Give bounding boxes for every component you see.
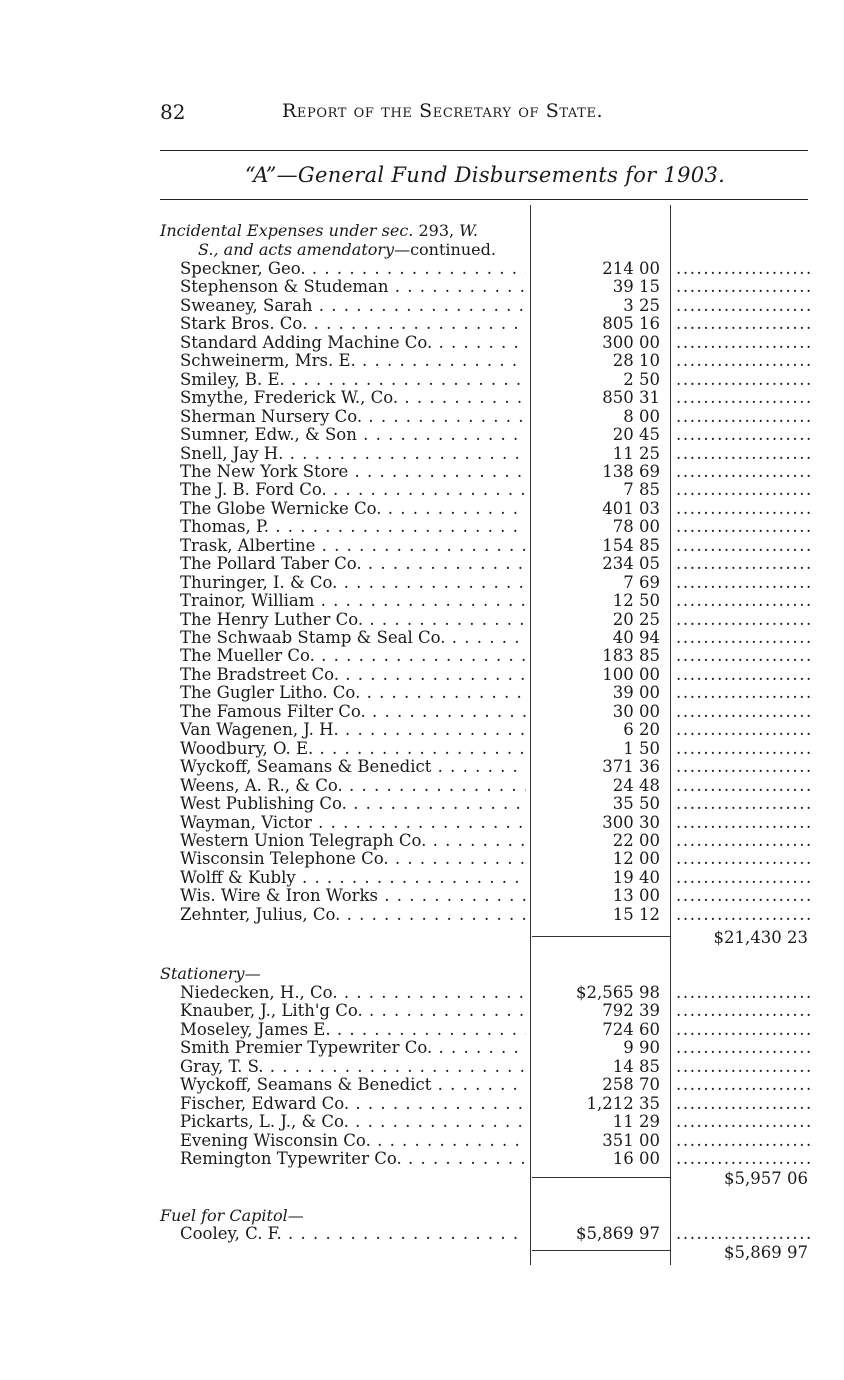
payee-name: Smiley, B. E. . . . (180, 370, 526, 389)
payee-amount: 7 85 (623, 480, 660, 500)
total-column-leader (676, 314, 810, 333)
payee-amount: 2 50 (623, 369, 660, 389)
subtotal-rule (532, 1177, 670, 1178)
total-column-leader (676, 554, 810, 573)
ledger-row (0, 905, 844, 924)
payee-name: Woodbury, O. E. . . . (180, 739, 526, 758)
payee-name: Gray, T. S. . . . (180, 1057, 526, 1076)
ledger-row (0, 702, 844, 721)
page-number: 82 (160, 100, 186, 124)
table-caption: “A”—General Fund Disbursements for 1903. (244, 163, 726, 187)
total-column-leader (676, 665, 810, 684)
payee-amount: 78 00 (612, 517, 660, 537)
total-column-leader (676, 1094, 810, 1113)
payee-amount: 11 29 (612, 1112, 660, 1132)
payee-name: Wolff & Kubly . . . (180, 868, 526, 887)
caption-rule (160, 199, 808, 200)
payee-name: Pickarts, L. J., & Co. . . . (180, 1112, 526, 1131)
payee-name: Stephenson & Studeman . . . (180, 277, 526, 296)
ledger-row (0, 813, 844, 832)
top-rule (160, 150, 808, 151)
ledger-row (0, 1094, 844, 1113)
payee-name: Van Wagenen, J. H. . . . (180, 720, 526, 739)
total-column-leader (676, 813, 810, 832)
ledger-row (0, 554, 844, 573)
ledger-row (0, 776, 844, 795)
total-column-leader (676, 702, 810, 721)
payee-name: Knauber, J., Lith'g Co. . . . (180, 1001, 526, 1020)
payee-amount: 28 10 (612, 351, 660, 371)
payee-name: Sumner, Edw., & Son . . . (180, 425, 526, 444)
ledger-row (0, 296, 844, 315)
ledger-row (0, 388, 844, 407)
ledger-row (0, 646, 844, 665)
payee-name: The Globe Wernicke Co. . . . (180, 499, 526, 518)
payee-name: Wyckoff, Seamans & Benedict . . . (180, 1075, 526, 1094)
total-column-leader (676, 277, 810, 296)
payee-name: Cooley, C. F. . . . (180, 1224, 526, 1243)
payee-amount: 20 25 (612, 609, 660, 629)
payee-name: West Publishing Co. . . . (180, 794, 526, 813)
ledger-row (0, 1149, 844, 1168)
section-total: $5,869 97 (724, 1243, 808, 1262)
heading-part: S., and acts amendatory (198, 240, 395, 259)
payee-name: The Famous Filter Co. . . . (180, 702, 526, 721)
total-column-leader (676, 591, 810, 610)
total-column-leader (676, 610, 810, 629)
payee-amount: 39 00 (612, 683, 660, 703)
total-column-leader (676, 683, 810, 702)
total-column-leader (676, 259, 810, 278)
total-column-leader (676, 1057, 810, 1076)
page-header (160, 100, 810, 130)
payee-name: Schweinerm, Mrs. E. . . . (180, 351, 526, 370)
total-column-leader (676, 1149, 810, 1168)
payee-amount: 154 85 (602, 535, 660, 555)
payee-name: The Henry Luther Co. . . . (180, 610, 526, 629)
payee-name: Thuringer, I. & Co. . . . (180, 573, 526, 592)
payee-name: Trask, Albertine . . . (180, 536, 526, 555)
payee-name: Trainor, William . . . (180, 591, 526, 610)
payee-amount: 300 00 (602, 332, 660, 352)
payee-amount: 401 03 (602, 498, 660, 518)
total-column-leader (676, 351, 810, 370)
payee-name: Smith Premier Typewriter Co. . . . (180, 1038, 526, 1057)
payee-amount: 12 50 (612, 591, 660, 611)
payee-amount: 138 69 (602, 461, 660, 481)
payee-name: Standard Adding Machine Co. . . . (180, 333, 526, 352)
payee-name: Weens, A. R., & Co. . . . (180, 776, 526, 795)
payee-amount: 100 00 (602, 664, 660, 684)
payee-amount: 13 00 (612, 886, 660, 906)
ledger-row (0, 1020, 844, 1039)
payee-name: Thomas, P. . . . (180, 517, 526, 536)
total-column-leader (676, 444, 810, 463)
ledger-row (0, 886, 844, 905)
ledger-row (0, 849, 844, 868)
ledger-row (0, 444, 844, 463)
ledger-row (0, 831, 844, 850)
ledger-row (0, 868, 844, 887)
ledger-row (0, 462, 844, 481)
payee-amount: 39 15 (612, 277, 660, 297)
total-column-leader (676, 1112, 810, 1131)
ledger-row (0, 259, 844, 278)
ledger-row (0, 739, 844, 758)
ledger-row (0, 314, 844, 333)
payee-amount: $2,565 98 (576, 983, 660, 1002)
payee-name: Stark Bros. Co. . . . (180, 314, 526, 333)
total-column-leader (676, 296, 810, 315)
ledger-row (0, 536, 844, 555)
payee-amount: 22 00 (612, 830, 660, 850)
ledger-row (0, 499, 844, 518)
payee-amount: 8 00 (623, 406, 660, 426)
payee-name: Zehnter, Julius, Co. . . . (180, 905, 526, 924)
ledger-row (0, 757, 844, 776)
payee-name: Wyckoff, Seamans & Benedict . . . (180, 757, 526, 776)
total-column-leader (676, 517, 810, 536)
ledger-row (0, 628, 844, 647)
ledger-row (0, 1131, 844, 1150)
payee-amount: 40 94 (612, 628, 660, 647)
total-column-leader (676, 983, 810, 1002)
total-column-leader (676, 849, 810, 868)
payee-amount: 792 39 (602, 1001, 660, 1021)
payee-name: Wis. Wire & Iron Works . . . (180, 886, 526, 905)
ledger-row (0, 351, 844, 370)
ledger-row (0, 1112, 844, 1131)
total-column-leader (676, 1131, 810, 1150)
total-column-leader (676, 776, 810, 795)
payee-amount: 15 12 (612, 904, 660, 924)
ledger-row (0, 610, 844, 629)
column-rule-left (530, 205, 531, 1265)
total-column-leader (676, 886, 810, 905)
total-column-leader (676, 536, 810, 555)
ledger-row (0, 1075, 844, 1094)
payee-name: The New York Store . . . (180, 462, 526, 481)
total-column-leader (676, 1224, 810, 1243)
ledger-row (0, 983, 844, 1002)
payee-amount: 19 40 (612, 867, 660, 887)
total-column-leader (676, 1001, 810, 1020)
payee-name: Wayman, Victor . . . (180, 813, 526, 832)
ledger-row (0, 591, 844, 610)
total-column-leader (676, 868, 810, 887)
total-column-leader (676, 794, 810, 813)
payee-amount: 30 00 (612, 701, 660, 721)
total-column-leader (676, 333, 810, 352)
payee-name: Fischer, Edward Co. . . . (180, 1094, 526, 1113)
heading-part: 293, (413, 221, 460, 240)
payee-name: Speckner, Geo. . . . (180, 259, 526, 278)
ledger-row (0, 370, 844, 389)
payee-amount: 14 85 (612, 1056, 660, 1076)
ledger-row (0, 480, 844, 499)
ledger-row (0, 1001, 844, 1020)
section-total: $21,430 23 (713, 928, 808, 947)
total-column-leader (676, 757, 810, 776)
total-column-leader (676, 905, 810, 924)
payee-amount: 7 69 (623, 572, 660, 592)
payee-amount: 12 00 (612, 849, 660, 869)
payee-amount: 214 00 (602, 259, 660, 278)
payee-amount: 1 50 (623, 738, 660, 758)
payee-amount: 9 90 (623, 1038, 660, 1058)
ledger-row (0, 573, 844, 592)
total-column-leader (676, 739, 810, 758)
payee-amount: 11 25 (612, 443, 660, 463)
total-column-leader (676, 480, 810, 499)
payee-name: The Bradstreet Co. . . . (180, 665, 526, 684)
payee-amount: 351 00 (602, 1130, 660, 1150)
payee-name: Smythe, Frederick W., Co. . . . (180, 388, 526, 407)
payee-amount: 24 48 (612, 775, 660, 795)
payee-name: The Pollard Taber Co. . . . (180, 554, 526, 573)
payee-amount: 850 31 (602, 388, 660, 408)
payee-name: Niedecken, H., Co. . . . (180, 983, 526, 1002)
ledger-row (0, 333, 844, 352)
payee-name: Western Union Telegraph Co. . . . (180, 831, 526, 850)
ledger-row (0, 277, 844, 296)
ledger-row (0, 720, 844, 739)
ledger-row (0, 1038, 844, 1057)
payee-amount: 35 50 (612, 794, 660, 814)
payee-name: The Schwaab Stamp & Seal Co. . . . (180, 628, 526, 647)
total-column-leader (676, 462, 810, 481)
section-heading-fuel: Fuel for Capitol— (160, 1206, 304, 1225)
payee-amount: 183 85 (602, 646, 660, 666)
payee-amount: 3 25 (623, 295, 660, 315)
payee-name: The Gugler Litho. Co. . . . (180, 683, 526, 702)
payee-amount: 6 20 (623, 720, 660, 740)
total-column-leader (676, 628, 810, 647)
ledger-row (0, 1057, 844, 1076)
payee-amount: 1,212 35 (586, 1093, 660, 1113)
heading-part: W. (459, 221, 478, 240)
total-column-leader (676, 370, 810, 389)
section-total: $5,957 06 (724, 1169, 808, 1188)
ledger-row (0, 683, 844, 702)
payee-name: Evening Wisconsin Co. . . . (180, 1131, 526, 1150)
payee-amount: 234 05 (602, 554, 660, 574)
running-title: Report of the Secretary of State. (282, 100, 604, 122)
payee-name: The Mueller Co. . . . (180, 646, 526, 665)
payee-amount: 16 00 (612, 1149, 660, 1169)
total-column-leader (676, 388, 810, 407)
heading-part: Incidental Expenses under sec. (160, 221, 414, 240)
total-column-leader (676, 646, 810, 665)
payee-amount: 258 70 (602, 1075, 660, 1095)
section-heading-incidental (160, 221, 478, 240)
subtotal-rule (532, 936, 670, 937)
section-heading-incidental-line2 (198, 240, 496, 259)
section-heading-stationery: Stationery— (160, 964, 261, 983)
payee-amount: 805 16 (602, 314, 660, 334)
total-column-leader (676, 425, 810, 444)
payee-amount: 20 45 (612, 425, 660, 445)
total-column-leader (676, 720, 810, 739)
total-column-leader (676, 499, 810, 518)
ledger-row (0, 407, 844, 426)
total-column-leader (676, 573, 810, 592)
payee-name: Remington Typewriter Co. . . . (180, 1149, 526, 1168)
ledger-row (0, 794, 844, 813)
payee-amount: 724 60 (602, 1019, 660, 1039)
ledger-row (0, 665, 844, 684)
ledger-row (0, 517, 844, 536)
payee-amount: 371 36 (602, 757, 660, 777)
payee-name: Wisconsin Telephone Co. . . . (180, 849, 526, 868)
payee-name: Moseley, James E. . . . (180, 1020, 526, 1039)
column-rule-right (670, 205, 671, 1265)
total-column-leader (676, 1075, 810, 1094)
subtotal-rule (532, 1250, 670, 1251)
total-column-leader (676, 1038, 810, 1057)
payee-amount: $5,869 97 (576, 1224, 660, 1243)
ledger-row (0, 1224, 844, 1243)
total-column-leader (676, 1020, 810, 1039)
payee-name: The J. B. Ford Co. . . . (180, 480, 526, 499)
payee-name: Snell, Jay H. . . . (180, 444, 526, 463)
total-column-leader (676, 831, 810, 850)
payee-name: Sherman Nursery Co. . . . (180, 407, 526, 426)
payee-name: Sweaney, Sarah . . . (180, 296, 526, 315)
ledger-row (0, 425, 844, 444)
total-column-leader (676, 407, 810, 426)
heading-part: —continued. (394, 240, 496, 259)
payee-amount: 300 30 (602, 812, 660, 832)
